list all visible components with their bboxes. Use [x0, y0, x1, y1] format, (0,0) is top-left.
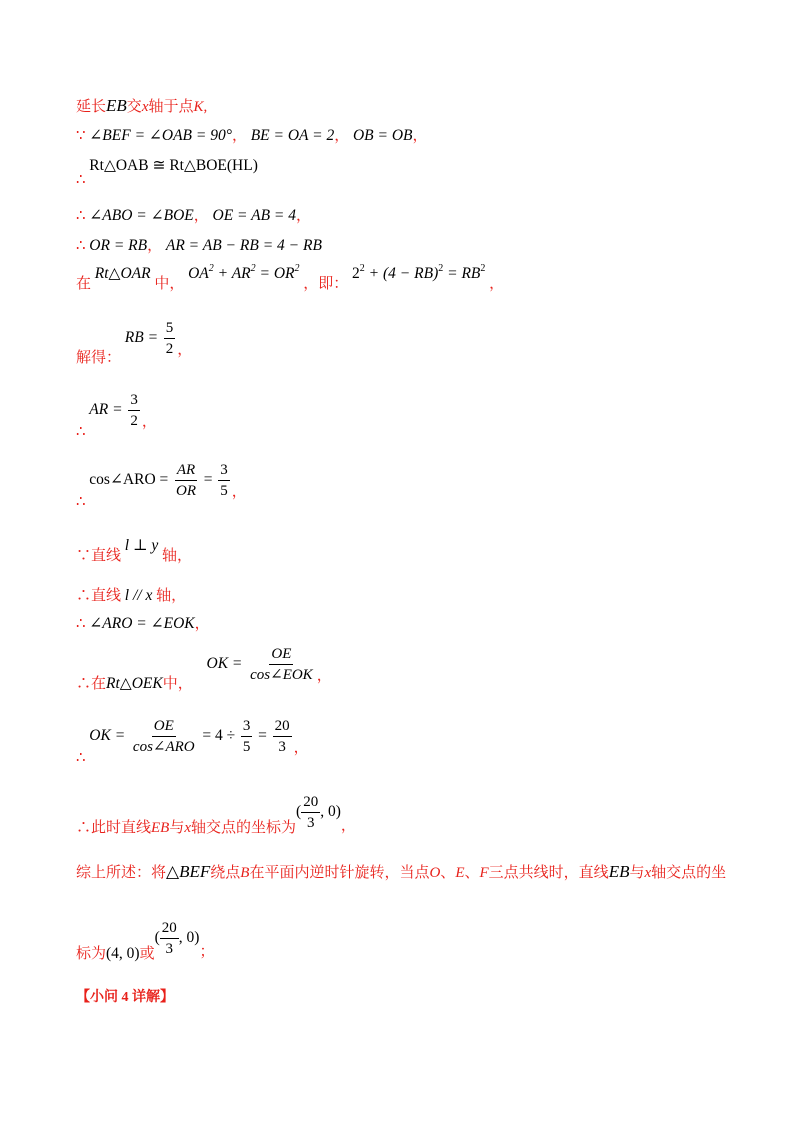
therefore-symbol: ∴	[76, 238, 86, 254]
therefore-symbol: ∴	[76, 616, 86, 632]
sep: ；	[199, 943, 215, 960]
fraction: $\frac{3}{5}$	[242, 718, 251, 755]
line-or-rb	[76, 236, 322, 256]
math-triangle: △BEF	[166, 862, 211, 881]
text: 直线	[91, 548, 122, 564]
math-eb: EB	[106, 96, 127, 115]
math-b: B	[240, 865, 250, 881]
fraction: $\frac{3}{5}$	[220, 462, 228, 499]
math-eq: l // x	[124, 587, 153, 604]
text: 在	[76, 276, 92, 292]
text: 绕点	[210, 865, 241, 881]
section-heading: 【小问 4 详解】	[76, 990, 174, 1005]
line-ok-value	[76, 716, 309, 766]
line-summary-answer	[76, 918, 215, 962]
line-therefore-angles	[76, 206, 311, 226]
fraction: $\frac{20}{3}$	[303, 794, 319, 831]
therefore-symbol: ∴	[76, 749, 86, 766]
text: ,	[203, 99, 208, 115]
text: 中，	[154, 276, 185, 292]
line-extend-eb	[76, 96, 207, 117]
sep: ，	[334, 128, 350, 144]
text: 延长	[76, 99, 107, 115]
sep: ，	[193, 208, 209, 224]
math-eq: $OA^2 + AR^2 = OR^2$	[188, 263, 300, 282]
because-symbol: ∵	[76, 128, 86, 144]
math-eq: ∠ABO = ∠BOE	[89, 207, 194, 224]
because-symbol: ∵	[76, 548, 92, 564]
math-triangle: Rt△OEK	[106, 674, 163, 692]
sep: ，	[412, 128, 428, 144]
fraction: $\frac{3}{2}$	[130, 392, 138, 429]
math-eq: l ⊥ y	[124, 537, 159, 554]
math-paren: (	[154, 928, 160, 946]
sep: ，	[177, 341, 193, 358]
sep: ，	[316, 667, 332, 684]
therefore-symbol: ∴	[76, 423, 86, 440]
therefore-symbol: ∴	[76, 208, 86, 224]
math-eb: EB	[151, 819, 170, 836]
math-eq: =	[203, 470, 213, 488]
math-eq: OB = OB	[352, 127, 413, 144]
line-ar	[76, 390, 157, 440]
sep: ，	[194, 616, 210, 632]
line-congruent	[76, 156, 258, 188]
text: 中，	[162, 675, 193, 692]
therefore-symbol: ∴	[76, 675, 92, 692]
math-eq: ∠ARO = ∠EOK	[89, 615, 195, 632]
text: 与	[169, 819, 185, 836]
math-x: x	[184, 819, 192, 836]
math-eq: BE = OA = 2	[250, 127, 335, 144]
therefore-symbol: ∴	[76, 588, 92, 604]
line-angle-eq	[76, 614, 210, 634]
math-eq: $2^2 + (4 - RB)^2 = RB^2$	[352, 263, 486, 282]
math-lhs: OK =	[206, 654, 243, 672]
line-pythagoras	[76, 263, 505, 294]
math-point: (4, 0)	[106, 944, 140, 962]
text: 解得：	[76, 349, 122, 366]
math-eq: OE = AB = 4	[212, 207, 297, 224]
fraction: $\frac{OE}{\text{cos∠ARO}}$	[132, 718, 195, 755]
math-lhs: cos∠ARO =	[89, 470, 169, 488]
text: ，即：	[303, 276, 349, 292]
text: 与	[629, 865, 645, 881]
text: 交	[126, 99, 142, 115]
math-paren: , 0)	[320, 802, 341, 820]
line-cos	[76, 460, 247, 510]
fraction: $\frac{OE}{\text{cos∠EOK}}$	[250, 646, 313, 683]
fraction: $\frac{20}{3}$	[274, 718, 290, 755]
math-eq: ∠BEF = ∠OAB = 90°	[89, 127, 232, 144]
text: 在平面内逆时针旋转，当点	[249, 865, 430, 881]
math-k: K	[193, 99, 204, 115]
sep: ，	[231, 128, 247, 144]
math-lhs: RB =	[124, 328, 159, 346]
text: 直线	[91, 588, 122, 604]
math-eq: = 4 ÷	[202, 726, 236, 744]
text: 轴，	[162, 548, 193, 564]
math-x: x	[141, 99, 149, 115]
text: 轴交点的坐	[651, 865, 727, 881]
math-eq: =	[258, 726, 267, 744]
text: ，	[489, 276, 505, 292]
math-x: x	[644, 865, 652, 881]
math-lhs: OK =	[89, 726, 126, 744]
line-summary	[76, 862, 726, 883]
math-e: E	[455, 865, 465, 881]
sep: ，	[293, 739, 309, 756]
text: 轴交点的坐标为	[191, 819, 297, 836]
fraction: $\frac{5}{2}$	[165, 320, 174, 357]
math-paren: (	[296, 802, 302, 820]
fraction: $\frac{20}{3}$	[161, 920, 177, 957]
math-eq: AR = AB − RB = 4 − RB	[165, 237, 322, 254]
math-triangle: Rt△OAR	[94, 265, 151, 282]
text: 轴于点	[148, 99, 194, 115]
line-l-parallel-x	[76, 586, 186, 606]
math-lhs: AR =	[89, 400, 123, 418]
text: 综上所述：将	[76, 865, 167, 881]
text: 标为	[76, 945, 107, 962]
text: 、	[464, 865, 480, 881]
math-o: O	[429, 865, 441, 881]
line-solve-rb	[76, 318, 193, 366]
line-l-perp-y	[76, 537, 193, 566]
text: ∴此时直线	[76, 819, 152, 836]
math-paren: , 0)	[178, 928, 200, 946]
line-coordinate	[76, 792, 356, 836]
line-because-angles	[76, 126, 428, 146]
text: 轴，	[156, 588, 187, 604]
sep: ，	[340, 817, 356, 834]
math-eq: Rt△OAB ≅ Rt△BOE(HL)	[89, 157, 258, 174]
line-ok-formula	[76, 644, 332, 692]
text: 、	[440, 865, 456, 881]
math-f: F	[479, 865, 489, 881]
therefore-symbol: ∴	[76, 493, 86, 510]
sep: ，	[147, 238, 163, 254]
math-eb: EB	[608, 862, 630, 881]
fraction: $\frac{AR}{OR}$	[176, 462, 197, 499]
text: 或	[139, 945, 155, 962]
therefore-symbol: ∴	[76, 172, 86, 188]
sep: ，	[296, 208, 312, 224]
sep: ，	[141, 413, 157, 430]
sep: ，	[231, 483, 247, 500]
math-eq: OR = RB	[89, 237, 148, 254]
text: 三点共线时，直线	[488, 865, 609, 881]
text: 在	[91, 675, 107, 692]
